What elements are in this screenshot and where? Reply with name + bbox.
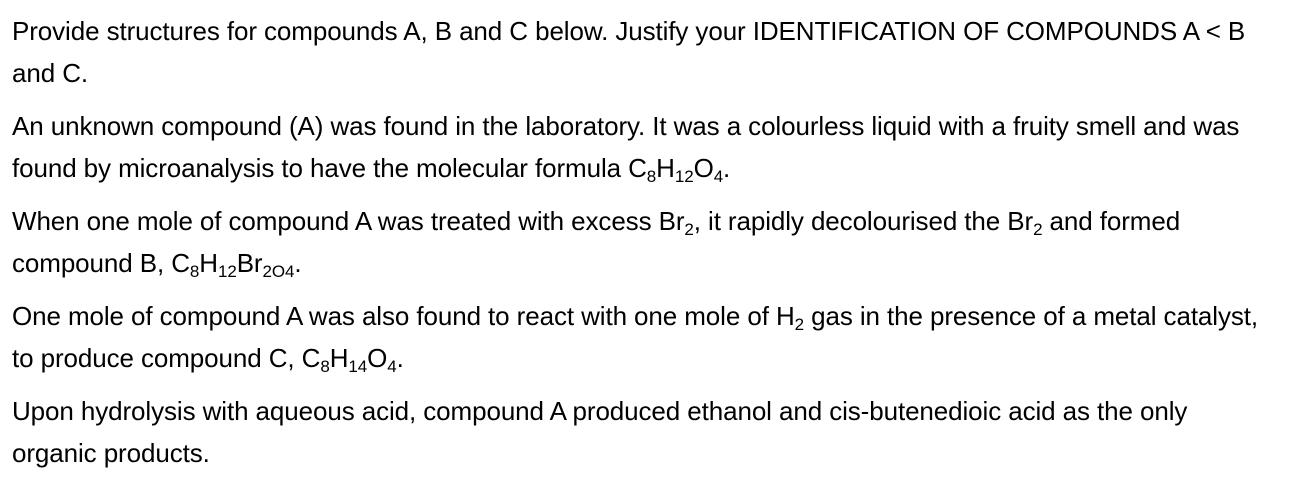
- p1-text: An unknown compound (A) was found in the laboratory. It was a colourless liquid with a fruity smell and was found by microanalysis to have the molecular formula C: [12, 111, 1240, 183]
- p2-subscript-c: 8: [189, 262, 200, 281]
- p3-mid: gas in the presence of a metal catalyst, to produce compound C, C: [12, 301, 1259, 373]
- p2-br: Br: [236, 248, 263, 278]
- compound-a-description: [12, 105, 1276, 189]
- p3-subscript-o: 4: [387, 357, 397, 376]
- instruction-paragraph: [12, 10, 1276, 94]
- p1-o: O: [693, 153, 714, 183]
- p2-mid: , it rapidly decolourised the Br: [693, 206, 1034, 236]
- p3-text: One mole of compound A was also found to react with one mole of H: [12, 301, 795, 331]
- p3-end: .: [396, 343, 404, 373]
- p2-text: When one mole of compound A was treated with excess Br: [12, 206, 685, 236]
- p1-end: .: [723, 153, 731, 183]
- p3-subscript-h2: 2: [794, 315, 804, 334]
- hydrogenation-paragraph: [12, 295, 1276, 379]
- p3-h: H: [329, 343, 349, 373]
- p1-subscript-c: 8: [646, 167, 657, 186]
- p3-subscript-h: 14: [348, 357, 368, 376]
- instruction-text: Provide structures for compounds A, B and C below. Justify your IDENTIFICATION OF COMPOUNDS A < B and C.: [12, 16, 1246, 88]
- p2-subscript-br-2: 2: [1033, 220, 1043, 239]
- p3-o: O: [367, 343, 388, 373]
- p2-formula-tail: 2O4: [262, 262, 295, 281]
- p1-subscript-h: 12: [674, 167, 694, 186]
- p2-mid2: and formed compound B, C: [12, 206, 1181, 278]
- p1-h: H: [656, 153, 675, 183]
- p2-end: .: [294, 248, 302, 278]
- hydrolysis-paragraph: [12, 390, 1276, 474]
- p1-subscript-o: 4: [713, 167, 724, 186]
- p2-subscript-h: 12: [217, 262, 237, 281]
- p4-text: Upon hydrolysis with aqueous acid, compound A produced ethanol and cis-butenedioic acid as the only organic products.: [12, 396, 1188, 468]
- p2-h: H: [199, 248, 218, 278]
- p2-subscript-br-1: 2: [684, 220, 694, 239]
- bromine-reaction-paragraph: [12, 200, 1276, 284]
- p3-subscript-c: 8: [320, 357, 330, 376]
